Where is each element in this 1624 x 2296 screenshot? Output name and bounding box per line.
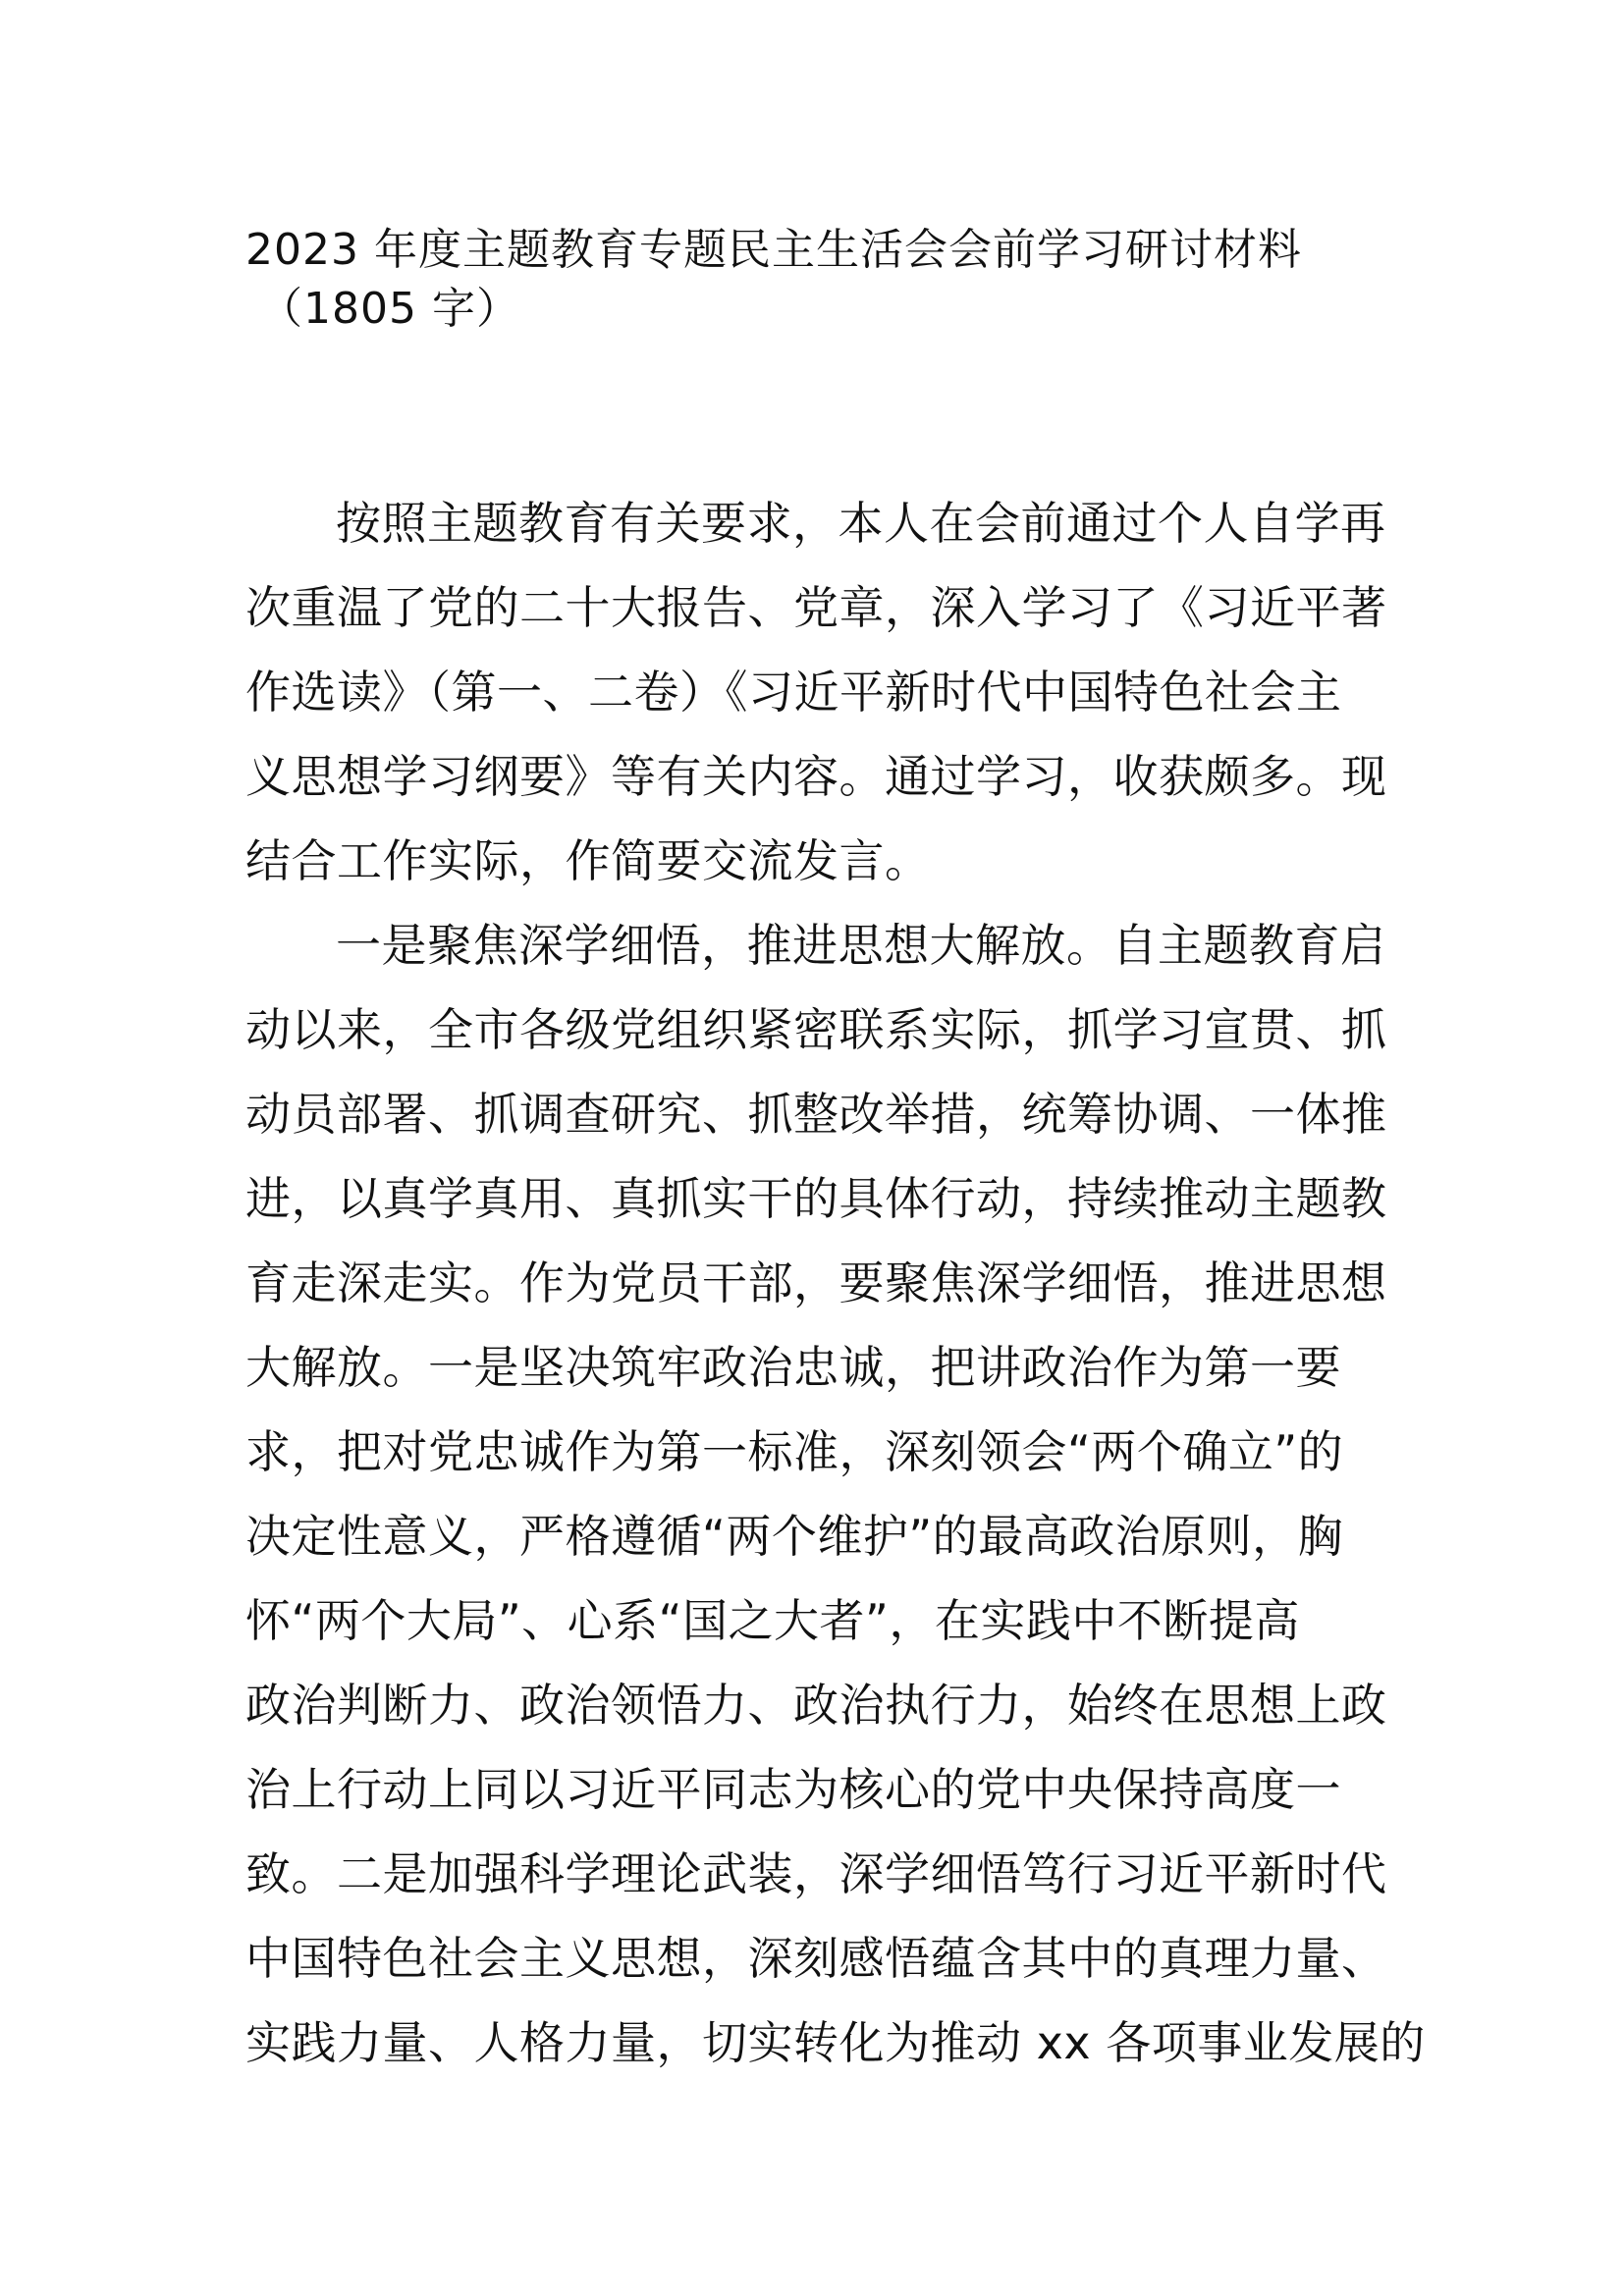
- paragraph-1-line: 次重温了党的二十大报告、党章，深入学习了《习近平著: [245, 581, 1387, 634]
- paragraph-2-line: 决定性意义，严格遵循“两个维护”的最高政治原则，胸: [245, 1510, 1344, 1563]
- paragraph-2-line: 一是聚焦深学细悟，推进思想大解放。自主题教育启: [336, 919, 1386, 972]
- paragraph-2-line: 育走深走实。作为党员干部，要聚焦深学细悟，推进思想: [245, 1256, 1387, 1309]
- paragraph-2-line: 动以来，全市各级党组织紧密联系实际，抓学习宣贯、抓: [245, 1003, 1387, 1056]
- title-line-2: （1805 字）: [259, 284, 520, 334]
- paragraph-2-line: 中国特色社会主义思想，深刻感悟蕴含其中的真理力量、: [245, 1932, 1387, 1985]
- paragraph-2-line: 进，以真学真用、真抓实干的具体行动，持续推动主题教: [245, 1172, 1387, 1225]
- paragraph-2-line: 治上行动上同以习近平同志为核心的党中央保持高度一: [245, 1763, 1341, 1816]
- paragraph-2-line: 致。二是加强科学理论武装，深学细悟笃行习近平新时代: [245, 1847, 1387, 1900]
- title-line-1: 2023 年度主题教育专题民主生活会会前学习研讨材料: [245, 225, 1302, 275]
- paragraph-2-line: 求，把对党忠诚作为第一标准，深刻领会“两个确立”的: [245, 1425, 1344, 1478]
- paragraph-2-line: 动员部署、抓调查研究、抓整改举措，统筹协调、一体推: [245, 1088, 1387, 1141]
- document-title: [245, 221, 1394, 339]
- paragraph-2-line: 实践力量、人格力量，切实转化为推动 xx 各项事业发展的: [245, 2016, 1426, 2069]
- paragraph-1-line: 按照主题教育有关要求，本人在会前通过个人自学再: [336, 497, 1386, 550]
- paragraph-2-line: 大解放。一是坚决筑牢政治忠诚，把讲政治作为第一要: [245, 1341, 1341, 1394]
- paragraph-1-line: 结合工作实际，作简要交流发言。: [245, 834, 931, 887]
- paragraph-2-line: 政治判断力、政治领悟力、政治执行力，始终在思想上政: [245, 1679, 1387, 1732]
- paragraph-2-line: 怀“两个大局”、心系“国之大者”，在实践中不断提高: [245, 1594, 1300, 1647]
- paragraph-1-line: 作选读》（第一、二卷）《习近平新时代中国特色社会主: [245, 666, 1342, 719]
- paragraph-1-line: 义思想学习纲要》等有关内容。通过学习，收获颇多。现: [245, 750, 1387, 803]
- document-body: [245, 481, 1426, 2085]
